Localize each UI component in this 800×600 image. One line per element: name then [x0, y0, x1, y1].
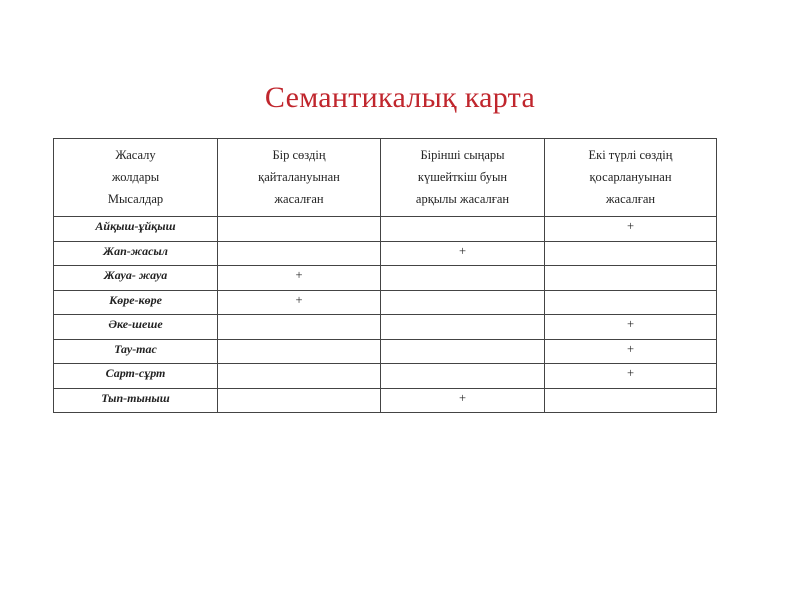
- example-word: Жауа- жауа: [54, 266, 218, 291]
- header-line: жолдары: [111, 170, 160, 184]
- mark-cell: [545, 290, 717, 315]
- mark-cell: +: [545, 364, 717, 389]
- mark-cell: +: [381, 388, 545, 413]
- table-row: [54, 315, 717, 340]
- mark-cell: [381, 315, 545, 340]
- semantic-map-table: [53, 138, 717, 413]
- header-line: Екі түрлі сөздің: [588, 148, 673, 162]
- mark-cell: +: [381, 241, 545, 266]
- example-word: Жап-жасыл: [54, 241, 218, 266]
- mark-cell: +: [545, 339, 717, 364]
- table-row: [54, 217, 717, 242]
- mark-cell: +: [218, 290, 381, 315]
- table-row: [54, 266, 717, 291]
- mark-cell: [381, 217, 545, 242]
- mark-cell: +: [545, 315, 717, 340]
- header-line: Бір сөздің: [272, 148, 326, 162]
- example-word: Сарт-сұрт: [54, 364, 218, 389]
- header-word-pairing: [545, 139, 717, 217]
- header-line: Мысалдар: [107, 192, 164, 206]
- mark-cell: +: [218, 266, 381, 291]
- header-word-repetition: [218, 139, 381, 217]
- mark-cell: [218, 388, 381, 413]
- example-word: Тау-тас: [54, 339, 218, 364]
- mark-cell: [545, 241, 717, 266]
- header-line: Жасалу: [115, 148, 156, 162]
- table-row: [54, 364, 717, 389]
- mark-cell: [218, 339, 381, 364]
- page-title: Семантикалық карта: [264, 81, 536, 114]
- header-line: күшейткіш буын: [417, 170, 508, 184]
- header-line: Бірінші сыңары: [420, 148, 505, 162]
- header-intensifier-syllable: [381, 139, 545, 217]
- mark-cell: [381, 290, 545, 315]
- mark-cell: [218, 217, 381, 242]
- mark-cell: [218, 315, 381, 340]
- header-examples: [54, 139, 218, 217]
- mark-cell: [218, 241, 381, 266]
- mark-cell: [381, 266, 545, 291]
- mark-cell: [381, 339, 545, 364]
- header-line: арқылы жасалған: [415, 192, 510, 206]
- example-word: Әке-шеше: [54, 315, 218, 340]
- table-row: [54, 290, 717, 315]
- header-line: жасалған: [605, 192, 656, 206]
- mark-cell: [545, 266, 717, 291]
- example-word: Тып-тыныш: [54, 388, 218, 413]
- mark-cell: [381, 364, 545, 389]
- header-line: қайталануынан: [258, 170, 340, 184]
- mark-cell: [545, 388, 717, 413]
- table-row: [54, 339, 717, 364]
- mark-cell: [218, 364, 381, 389]
- table-header-row: [54, 139, 717, 217]
- example-word: Көре-көре: [54, 290, 218, 315]
- header-line: қосарлануынан: [589, 170, 672, 184]
- mark-cell: +: [545, 217, 717, 242]
- table-row: [54, 388, 717, 413]
- example-word: Айқыш-ұйқыш: [54, 217, 218, 242]
- header-line: жасалған: [274, 192, 324, 206]
- table-row: [54, 241, 717, 266]
